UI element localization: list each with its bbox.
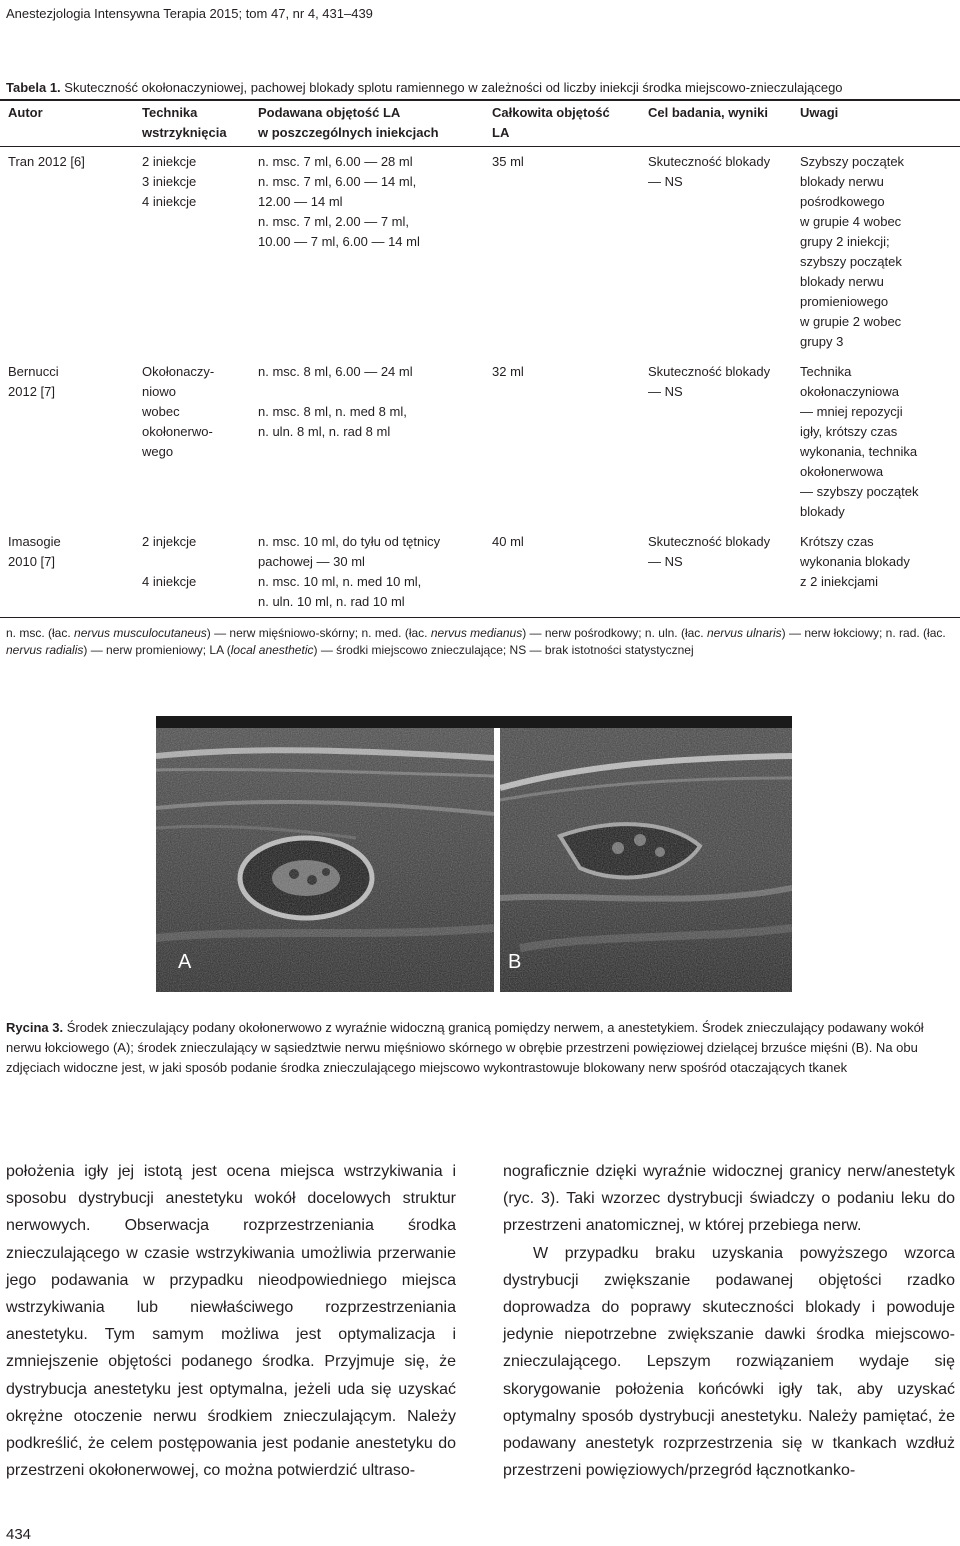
page-number: 434 [6, 1526, 32, 1543]
body-paragraph: W przypadku braku uzyskania powyższego wzorca dystrybucji zwiększanie podawanej objętości rzadko doprowadza do poprawy skuteczności blokady i powoduje jedynie niepotrzebne zwiększanie dawki środka miejscowo-znieczulającego. Lepszym rozwiązaniem wydaje się skorygowanie położenia końcówki igły tak, aby uzyskać optymalny sposób dystrybucji anestetyku. Należy pamiętać, że podawany anestetyk rozprzestrzenia się w tkankach wzdłuż przestrzeni powięziowych/przegród łącznotkanko- [503, 1244, 955, 1480]
body-paragraph: położenia igły jej istotą jest ocena miejsca wstrzykiwania i sposobu dystrybucji anestetyku wokół docelowych struktur nerwowych. Obserwacja rozprzestrzeniania środka znieczulającego w czasie wstrzykiwania umożliwia przerwanie jego podawania w przypadku nieodpowiedniego miejsca wstrzykiwania lub niewłaściwego rozprzestrzeniania anestetyku. Tym samym możliwa jest optymalizacja i zmniejszenie objętości podanego środka. Przyjmuje się, że dystrybucja anestetyku jest optymalna, jeżeli uda się uzyskać okrężne otoczenie nerwu środkiem znieczulającym. Należy podkreślić, że celem postępowania jest podanie anestetyku do przestrzeni okołonerwowej, co można potwierdzić ultraso- [6, 1163, 456, 1480]
row-3-volume: n. msc. 10 ml, do tyłu od tętnicy pachowej — 30 ml n. msc. 10 ml, n. med 10 ml, n. uln. 10 ml, n. rad 10 ml [258, 534, 441, 609]
figure-caption-label: Rycina 3. [6, 1020, 64, 1035]
row-2-author: Bernucci 2012 [7] [8, 364, 59, 399]
row-2-notes: Technika okołonaczyniowa — mniej repozycji igły, krótszy czas wykonania, technika okołonerwowa — szybszy początek blokady [800, 364, 919, 519]
row-1-technique: 2 iniekcje 3 iniekcje 4 iniekcje [142, 154, 197, 209]
row-3-total: 40 ml [492, 534, 524, 549]
row-3-technique: 2 injekcje 4 iniekcje [142, 534, 197, 589]
ultrasound-panel-b [500, 728, 792, 992]
row-2-total: 32 ml [492, 364, 524, 379]
header-volume: Podawana objętość LA w poszczególnych iniekcjach [258, 105, 439, 140]
header-total-volume: Całkowita objętość LA [492, 105, 610, 140]
panel-a-label: A [178, 951, 192, 973]
table-bottom-rule [0, 617, 960, 618]
row-1-total: 35 ml [492, 154, 524, 169]
body-column-left [6, 1158, 456, 1484]
row-2-result: Skuteczność blokady — NS [648, 364, 771, 399]
row-1-author: Tran 2012 [6] [8, 154, 85, 169]
table-caption-text: Skuteczność okołonaczyniowej, pachowej blokady splotu ramiennego w zależności od liczby iniekcji środka miejscowo-znieczulającego [60, 80, 843, 95]
table-top-rule [0, 99, 960, 101]
row-1-result: Skuteczność blokady — NS [648, 154, 771, 189]
row-3-notes: Krótszy czas wykonania blokady z 2 iniekcjami [800, 534, 910, 589]
table-header-rule [0, 146, 960, 147]
body-paragraph: nograficznie dzięki wyraźnie widocznej granicy nerw/anestetyk (ryc. 3). Taki wzorzec dystrybucji świadczy o podaniu leku do przestrzeni anatomicznej, w której przebiega nerw. [503, 1163, 955, 1235]
ultrasound-image-b [500, 728, 792, 992]
table-caption-label: Tabela 1. [6, 80, 61, 95]
row-3-result: Skuteczność blokady — NS [648, 534, 771, 569]
ultrasound-figure [156, 716, 792, 992]
running-head: Anestezjologia Intensywna Terapia 2015; tom 47, nr 4, 431–439 [6, 6, 373, 21]
row-3-author: Imasogie 2010 [7] [8, 534, 61, 569]
header-notes: Uwagi [800, 105, 839, 120]
row-1-notes: Szybszy początek blokady nerwu pośrodkowego w grupie 4 wobec grupy 2 iniekcji; szybszy początek blokady nerwu promieniowego w grupie 2 wobec grupy 3 [800, 154, 905, 349]
row-2-volume: n. msc. 8 ml, 6.00 — 24 ml n. msc. 8 ml, n. med 8 ml, n. uln. 8 ml, n. rad 8 ml [258, 364, 413, 439]
figure-caption [6, 1018, 956, 1078]
ultrasound-panel-a [156, 728, 494, 992]
figure-caption-text: Środek znieczulający podany okołonerwowo z wyraźnie widoczną granicą pomiędzy nerwem, a anestetykiem. Środek znieczulający podawany wokół nerwu łokciowego (A); środek znieczulający w sąsiedztwie nerwu mięśniowo skórnego w obrębie przestrzeni powięziowej dzielącej brzuśce mięśni (B). Na obu zdjęciach widoczne jest, w jaki sposób podanie środka znieczulającego miejscowo wykontrastowuje blokowany nerw spośród otaczających tkanek [6, 1020, 924, 1075]
header-author: Autor [8, 105, 43, 120]
body-column-right [503, 1158, 955, 1484]
table-footnote: n. msc. (łac. nervus musculocutaneus) — nerw mięśniowo-skórny; n. med. (łac. nervus medianus) — nerw pośrodkowy; n. uln. (łac. nervus ulnaris) — nerw łokciowy; n. rad. (łac. nervus radialis) — nerw promieniowy; LA (local anesthetic) — środki miejscowo znieczulające; NS — brak istotności statystycznej [6, 626, 946, 657]
table-caption [6, 80, 956, 95]
header-technique: Technika wstrzyknięcia [142, 105, 227, 140]
ultrasound-image-a [156, 728, 494, 992]
header-result: Cel badania, wyniki [648, 105, 768, 120]
row-2-technique: Okołonaczy- niowo wobec okołonerwo- wego [142, 364, 215, 459]
panel-b-label: B [508, 951, 522, 973]
row-1-volume: n. msc. 7 ml, 6.00 — 28 ml n. msc. 7 ml, 6.00 — 14 ml, 12.00 — 14 ml n. msc. 7 ml, 2.00 — 7 ml, 10.00 — 7 ml, 6.00 — 14 ml [258, 154, 420, 249]
